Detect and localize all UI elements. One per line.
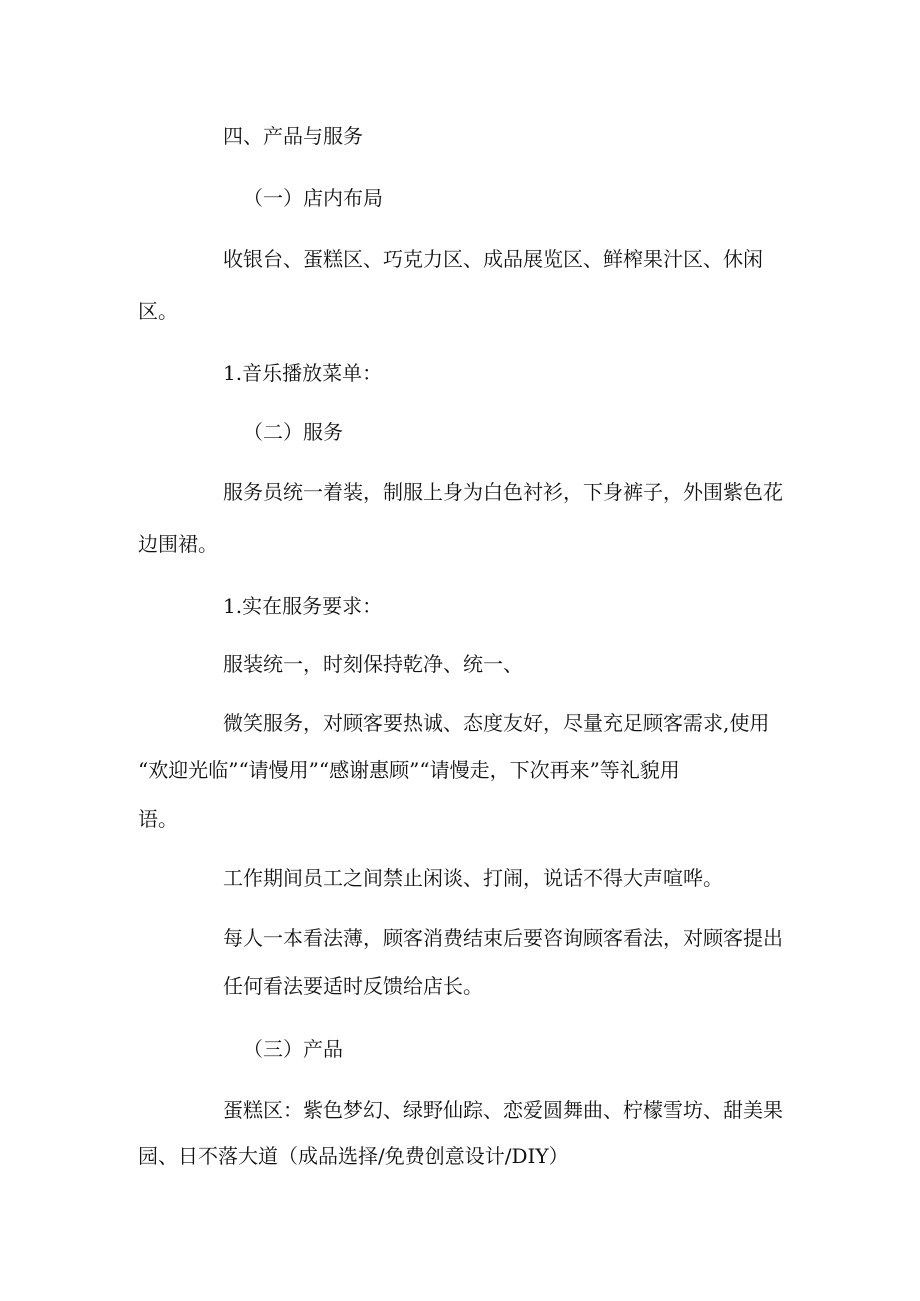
service-requirements-title: 1.实在服务要求：: [223, 594, 383, 618]
uniform-text-line2: 边围裙。: [138, 532, 218, 556]
requirement-dress: 服装统一，时刻保持乾净、统一、: [223, 652, 523, 676]
no-chat-rule: 工作期间员工之间禁止闲谈、打闹，说话不得大声喧哗。: [223, 866, 723, 890]
feedback-text-line1: 每人一本看法薄，顾客消费结束后要咨询顾客看法，对顾客提出: [223, 926, 783, 950]
subsection-layout-title: （一）店内布局: [243, 186, 383, 210]
layout-text-line2: 区。: [138, 299, 178, 323]
subsection-service-title: （二）服务: [243, 420, 343, 444]
smile-text-line3: 语。: [138, 807, 178, 831]
subsection-products-title: （三）产品: [243, 1037, 343, 1061]
smile-text-line1: 微笑服务，对顾客要热诚、态度友好，尽量充足顾客需求,使用: [223, 711, 770, 735]
layout-text-line1: 收银台、蛋糕区、巧克力区、成品展览区、鲜榨果汁区、休闲: [223, 247, 763, 271]
music-menu-item: 1.音乐播放菜单：: [223, 361, 383, 385]
uniform-text-line1: 服务员统一着装，制服上身为白色衬衫，下身裤子，外围紫色花: [223, 480, 783, 504]
cake-text-line1: 蛋糕区：紫色梦幻、绿野仙踪、恋爱圆舞曲、柠檬雪坊、甜美果: [223, 1098, 783, 1122]
cake-text-line2: 园、日不落大道（成品选择/免费创意设计/DIY）: [138, 1144, 569, 1168]
smile-text-line2: “欢迎光临”“请慢用”“感谢惠顾”“请慢走，下次再来”等礼貌用: [138, 758, 680, 782]
feedback-text-line2: 任何看法要适时反馈给店长。: [223, 974, 483, 998]
section-heading: 四、产品与服务: [223, 124, 363, 148]
